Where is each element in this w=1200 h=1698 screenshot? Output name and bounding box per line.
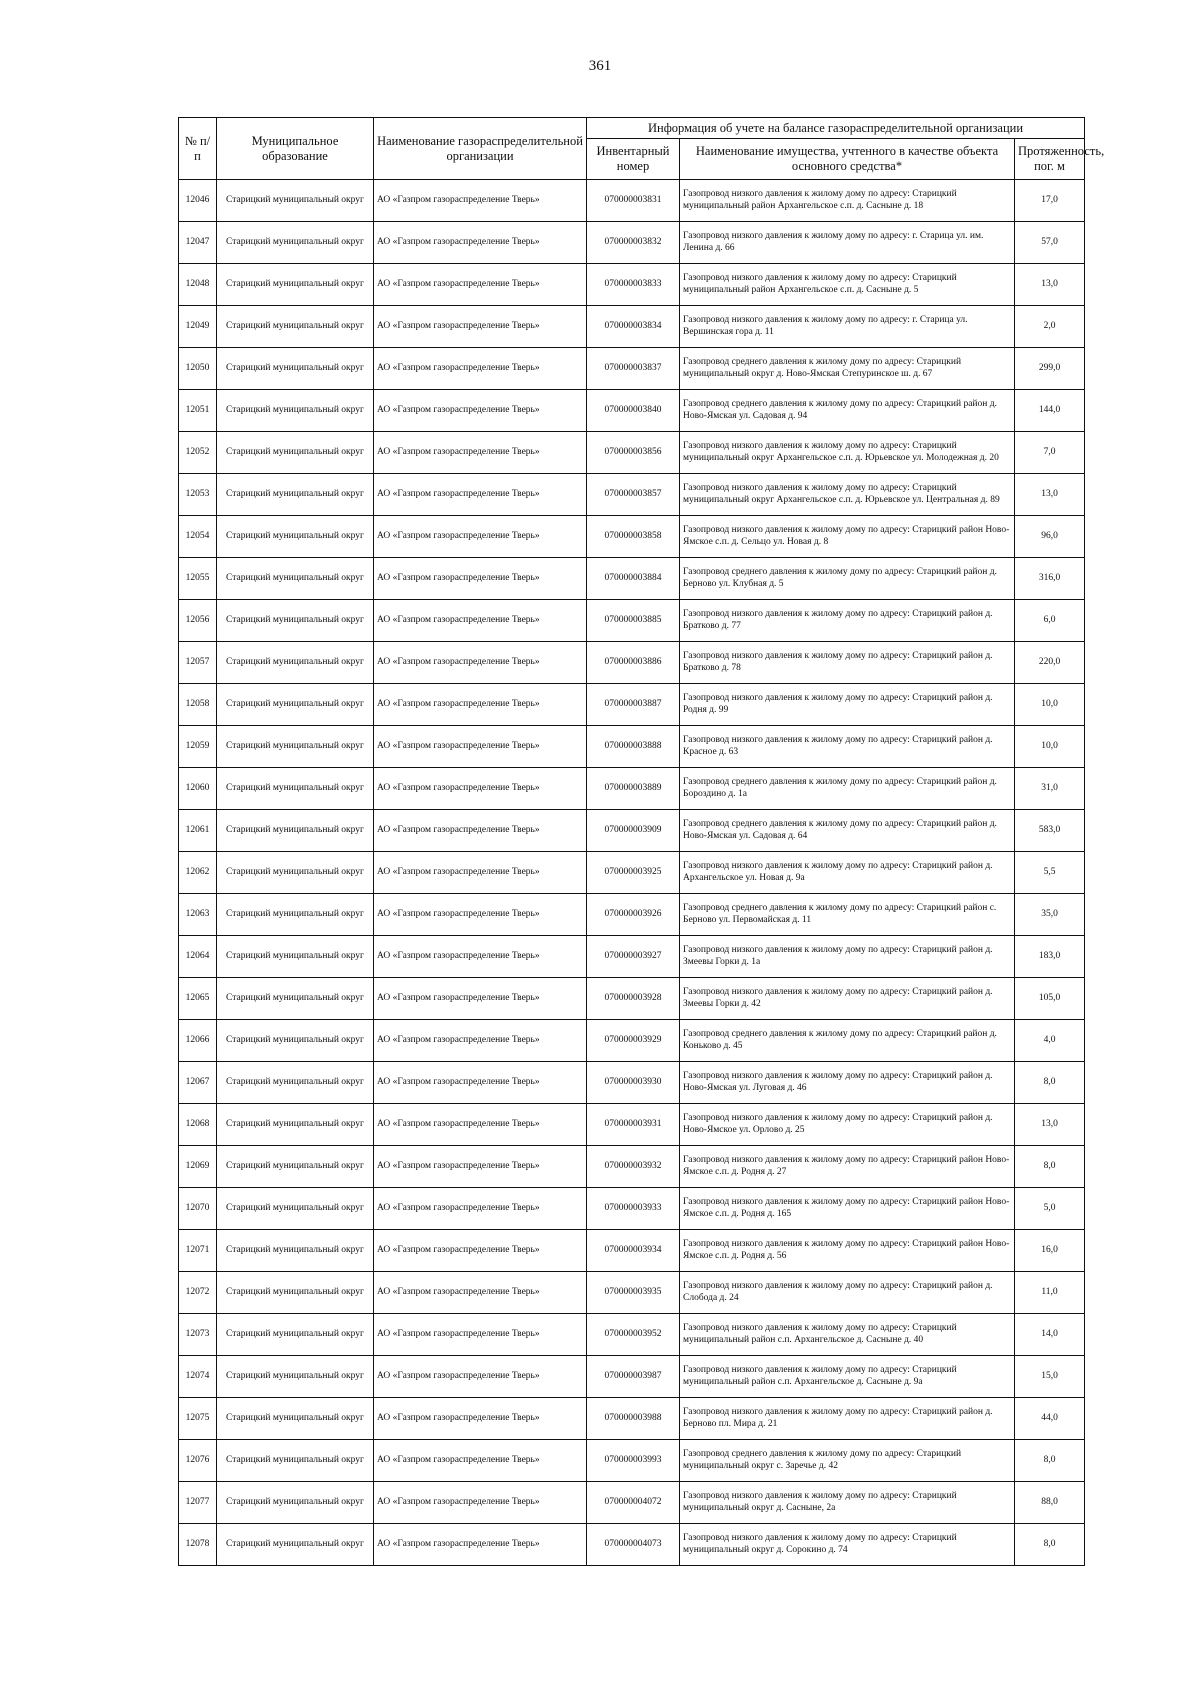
table-body [179, 180, 1085, 1566]
table-row [179, 180, 1085, 222]
length-cell: 31,0 [1015, 768, 1085, 810]
length-cell: 15,0 [1015, 1356, 1085, 1398]
row-number: 12076 [179, 1440, 217, 1482]
length-cell: 96,0 [1015, 516, 1085, 558]
row-number: 12070 [179, 1188, 217, 1230]
municipality-cell: Старицкий муниципальный округ [217, 390, 374, 432]
organization-cell: АО «Газпром газораспределение Тверь» [374, 684, 587, 726]
asset-register-table [178, 117, 1105, 1566]
length-cell: 17,0 [1015, 180, 1085, 222]
table-row [179, 558, 1085, 600]
organization-cell: АО «Газпром газораспределение Тверь» [374, 1314, 587, 1356]
inventory-number-cell: 070000004073 [587, 1524, 680, 1566]
row-number: 12077 [179, 1482, 217, 1524]
asset-description-cell: Газопровод низкого давления к жилому дому по адресу: Старицкий муниципальный округ д. Сасныне, 2а [680, 1482, 1015, 1524]
municipality-cell: Старицкий муниципальный округ [217, 936, 374, 978]
table-row [179, 726, 1085, 768]
organization-cell: АО «Газпром газораспределение Тверь» [374, 432, 587, 474]
asset-description-cell: Газопровод среднего давления к жилому дому по адресу: Старицкий муниципальный округ с. Заречье д. 42 [680, 1440, 1015, 1482]
page-number: 361 [588, 58, 612, 74]
municipality-cell: Старицкий муниципальный округ [217, 1146, 374, 1188]
organization-cell: АО «Газпром газораспределение Тверь» [374, 726, 587, 768]
table-row [179, 600, 1085, 642]
inventory-number-cell: 070000003932 [587, 1146, 680, 1188]
table-row [179, 1188, 1085, 1230]
asset-description-cell: Газопровод низкого давления к жилому дому по адресу: Старицкий район д. Архангельское ул. Новая д. 9а [680, 852, 1015, 894]
inventory-number-cell: 070000003909 [587, 810, 680, 852]
asset-description-cell: Газопровод низкого давления к жилому дому по адресу: Старицкий район д. Берново пл. Мира д. 21 [680, 1398, 1015, 1440]
asset-description-cell: Газопровод низкого давления к жилому дому по адресу: Старицкий район д. Братково д. 77 [680, 600, 1015, 642]
municipality-cell: Старицкий муниципальный округ [217, 894, 374, 936]
row-number: 12046 [179, 180, 217, 222]
organization-cell: АО «Газпром газораспределение Тверь» [374, 390, 587, 432]
organization-cell: АО «Газпром газораспределение Тверь» [374, 768, 587, 810]
organization-cell: АО «Газпром газораспределение Тверь» [374, 894, 587, 936]
organization-cell: АО «Газпром газораспределение Тверь» [374, 222, 587, 264]
inventory-number-cell: 070000003832 [587, 222, 680, 264]
length-cell: 44,0 [1015, 1398, 1085, 1440]
asset-description-cell: Газопровод низкого давления к жилому дому по адресу: Старицкий муниципальный район Архангельское с.п. д. Сасныне д. 18 [680, 180, 1015, 222]
asset-description-cell: Газопровод низкого давления к жилому дому по адресу: Старицкий муниципальный округ Архангельское с.п. д. Юрьевское ул. Молодежная д. 20 [680, 432, 1015, 474]
inventory-number-cell: 070000003993 [587, 1440, 680, 1482]
table-row [179, 432, 1085, 474]
row-number: 12048 [179, 264, 217, 306]
length-cell: 10,0 [1015, 684, 1085, 726]
asset-description-cell: Газопровод низкого давления к жилому дому по адресу: г. Старица ул. им. Ленина д. 66 [680, 222, 1015, 264]
inventory-number-cell: 070000003988 [587, 1398, 680, 1440]
inventory-number-cell: 070000003952 [587, 1314, 680, 1356]
municipality-cell: Старицкий муниципальный округ [217, 768, 374, 810]
inventory-number-cell: 070000003885 [587, 600, 680, 642]
inventory-number-cell: 070000003930 [587, 1062, 680, 1104]
table-row [179, 516, 1085, 558]
length-cell: 8,0 [1015, 1440, 1085, 1482]
inventory-number-cell: 070000003856 [587, 432, 680, 474]
municipality-cell: Старицкий муниципальный округ [217, 306, 374, 348]
row-number: 12054 [179, 516, 217, 558]
municipality-cell: Старицкий муниципальный округ [217, 1104, 374, 1146]
table-row [179, 1356, 1085, 1398]
table-row [179, 306, 1085, 348]
row-number: 12078 [179, 1524, 217, 1566]
length-cell: 183,0 [1015, 936, 1085, 978]
organization-cell: АО «Газпром газораспределение Тверь» [374, 1230, 587, 1272]
table-row [179, 1104, 1085, 1146]
length-cell: 2,0 [1015, 306, 1085, 348]
organization-cell: АО «Газпром газораспределение Тверь» [374, 852, 587, 894]
organization-cell: АО «Газпром газораспределение Тверь» [374, 306, 587, 348]
municipality-cell: Старицкий муниципальный округ [217, 1230, 374, 1272]
organization-cell: АО «Газпром газораспределение Тверь» [374, 1104, 587, 1146]
organization-cell: АО «Газпром газораспределение Тверь» [374, 1146, 587, 1188]
table-row [179, 1230, 1085, 1272]
municipality-cell: Старицкий муниципальный округ [217, 432, 374, 474]
municipality-cell: Старицкий муниципальный округ [217, 474, 374, 516]
length-cell: 13,0 [1015, 1104, 1085, 1146]
row-number: 12072 [179, 1272, 217, 1314]
inventory-number-cell: 070000003831 [587, 180, 680, 222]
municipality-cell: Старицкий муниципальный округ [217, 1314, 374, 1356]
length-cell: 5,5 [1015, 852, 1085, 894]
asset-description-cell: Газопровод низкого давления к жилому дому по адресу: Старицкий район д. Слобода д. 24 [680, 1272, 1015, 1314]
municipality-cell: Старицкий муниципальный округ [217, 1020, 374, 1062]
organization-cell: АО «Газпром газораспределение Тверь» [374, 1524, 587, 1566]
asset-description-cell: Газопровод среднего давления к жилому дому по адресу: Старицкий район д. Коньково д. 45 [680, 1020, 1015, 1062]
table-row [179, 264, 1085, 306]
table-row [179, 1314, 1085, 1356]
inventory-number-cell: 070000003929 [587, 1020, 680, 1062]
inventory-number-cell: 070000003933 [587, 1188, 680, 1230]
table-row [179, 894, 1085, 936]
municipality-cell: Старицкий муниципальный округ [217, 1398, 374, 1440]
asset-description-cell: Газопровод низкого давления к жилому дому по адресу: Старицкий район д. Родня д. 99 [680, 684, 1015, 726]
organization-cell: АО «Газпром газораспределение Тверь» [374, 558, 587, 600]
length-cell: 11,0 [1015, 1272, 1085, 1314]
length-cell: 16,0 [1015, 1230, 1085, 1272]
asset-description-cell: Газопровод низкого давления к жилому дому по адресу: Старицкий муниципальный округ Архангельское с.п. д. Юрьевское ул. Центральная д. 89 [680, 474, 1015, 516]
asset-description-cell: Газопровод среднего давления к жилому дому по адресу: Старицкий муниципальный округ д. Ново-Ямская Степуринское ш. д. 67 [680, 348, 1015, 390]
organization-cell: АО «Газпром газораспределение Тверь» [374, 1020, 587, 1062]
inventory-number-cell: 070000003927 [587, 936, 680, 978]
table-row [179, 1272, 1085, 1314]
organization-cell: АО «Газпром газораспределение Тверь» [374, 348, 587, 390]
length-cell: 8,0 [1015, 1524, 1085, 1566]
row-number: 12047 [179, 222, 217, 264]
length-cell: 13,0 [1015, 264, 1085, 306]
row-number: 12053 [179, 474, 217, 516]
asset-description-cell: Газопровод низкого давления к жилому дому по адресу: Старицкий район Ново-Ямское с.п. д. Родня д. 27 [680, 1146, 1015, 1188]
table-row [179, 1146, 1085, 1188]
inventory-number-cell: 070000003833 [587, 264, 680, 306]
inventory-number-cell: 070000003987 [587, 1356, 680, 1398]
organization-cell: АО «Газпром газораспределение Тверь» [374, 1356, 587, 1398]
length-cell: 6,0 [1015, 600, 1085, 642]
length-cell: 583,0 [1015, 810, 1085, 852]
row-number: 12052 [179, 432, 217, 474]
asset-description-cell: Газопровод среднего давления к жилому дому по адресу: Старицкий район д. Ново-Ямская ул. Садовая д. 64 [680, 810, 1015, 852]
organization-cell: АО «Газпром газораспределение Тверь» [374, 474, 587, 516]
row-number: 12063 [179, 894, 217, 936]
inventory-number-cell: 070000003837 [587, 348, 680, 390]
row-number: 12069 [179, 1146, 217, 1188]
municipality-cell: Старицкий муниципальный округ [217, 516, 374, 558]
municipality-cell: Старицкий муниципальный округ [217, 1440, 374, 1482]
inventory-number-cell: 070000003934 [587, 1230, 680, 1272]
row-number: 12064 [179, 936, 217, 978]
inventory-number-cell: 070000003858 [587, 516, 680, 558]
organization-cell: АО «Газпром газораспределение Тверь» [374, 978, 587, 1020]
table-row [179, 1524, 1085, 1566]
inventory-number-cell: 070000003926 [587, 894, 680, 936]
asset-description-cell: Газопровод низкого давления к жилому дому по адресу: Старицкий район Ново-Ямское с.п. д. Сельцо ул. Новая д. 8 [680, 516, 1015, 558]
row-number: 12065 [179, 978, 217, 1020]
inventory-number-cell: 070000003935 [587, 1272, 680, 1314]
table-header [179, 118, 1105, 180]
asset-description-cell: Газопровод низкого давления к жилому дому по адресу: Старицкий муниципальный район с.п. Архангельское д. Сасныне д. 40 [680, 1314, 1015, 1356]
asset-description-cell: Газопровод низкого давления к жилому дому по адресу: Старицкий муниципальный район с.п. Архангельское д. Сасныне д. 9а [680, 1356, 1015, 1398]
inventory-number-cell: 070000003887 [587, 684, 680, 726]
asset-description-cell: Газопровод низкого давления к жилому дому по адресу: Старицкий район д. Змеевы Горки д. 42 [680, 978, 1015, 1020]
municipality-cell: Старицкий муниципальный округ [217, 726, 374, 768]
row-number: 12061 [179, 810, 217, 852]
municipality-cell: Старицкий муниципальный округ [217, 1524, 374, 1566]
length-cell: 57,0 [1015, 222, 1085, 264]
inventory-number-cell: 070000003840 [587, 390, 680, 432]
table-row [179, 1482, 1085, 1524]
row-number: 12073 [179, 1314, 217, 1356]
organization-cell: АО «Газпром газораспределение Тверь» [374, 1188, 587, 1230]
municipality-cell: Старицкий муниципальный округ [217, 810, 374, 852]
inventory-number-cell: 070000003857 [587, 474, 680, 516]
asset-description-cell: Газопровод среднего давления к жилому дому по адресу: Старицкий район д. Берново ул. Клубная д. 5 [680, 558, 1015, 600]
organization-cell: АО «Газпром газораспределение Тверь» [374, 516, 587, 558]
table-row [179, 936, 1085, 978]
table-row [179, 222, 1085, 264]
municipality-cell: Старицкий муниципальный округ [217, 180, 374, 222]
length-cell: 144,0 [1015, 390, 1085, 432]
row-number: 12067 [179, 1062, 217, 1104]
organization-cell: АО «Газпром газораспределение Тверь» [374, 1398, 587, 1440]
length-cell: 4,0 [1015, 1020, 1085, 1062]
length-cell: 13,0 [1015, 474, 1085, 516]
organization-cell: АО «Газпром газораспределение Тверь» [374, 642, 587, 684]
municipality-cell: Старицкий муниципальный округ [217, 978, 374, 1020]
inventory-number-cell: 070000003884 [587, 558, 680, 600]
header-num: № п/п [179, 118, 217, 180]
header-asset: Наименование имущества, учтенного в качестве объекта основного средства* [680, 139, 1015, 180]
length-cell: 299,0 [1015, 348, 1085, 390]
organization-cell: АО «Газпром газораспределение Тверь» [374, 810, 587, 852]
asset-description-cell: Газопровод среднего давления к жилому дому по адресу: Старицкий район с. Берново ул. Первомайская д. 11 [680, 894, 1015, 936]
row-number: 12056 [179, 600, 217, 642]
municipality-cell: Старицкий муниципальный округ [217, 558, 374, 600]
table-row [179, 852, 1085, 894]
inventory-number-cell: 070000004072 [587, 1482, 680, 1524]
inventory-number-cell: 070000003834 [587, 306, 680, 348]
municipality-cell: Старицкий муниципальный округ [217, 1062, 374, 1104]
length-cell: 8,0 [1015, 1062, 1085, 1104]
table-row [179, 684, 1085, 726]
table-row [179, 348, 1085, 390]
municipality-cell: Старицкий муниципальный округ [217, 684, 374, 726]
municipality-cell: Старицкий муниципальный округ [217, 852, 374, 894]
organization-cell: АО «Газпром газораспределение Тверь» [374, 936, 587, 978]
asset-description-cell: Газопровод низкого давления к жилому дому по адресу: Старицкий район д. Красное д. 63 [680, 726, 1015, 768]
table-row [179, 642, 1085, 684]
header-municipality: Муниципальное образование [217, 118, 374, 180]
asset-description-cell: Газопровод низкого давления к жилому дому по адресу: Старицкий район д. Ново-Ямская ул. Луговая д. 46 [680, 1062, 1015, 1104]
row-number: 12050 [179, 348, 217, 390]
municipality-cell: Старицкий муниципальный округ [217, 600, 374, 642]
header-info-group: Информация об учете на балансе газораспределительной организации [587, 118, 1085, 139]
asset-description-cell: Газопровод низкого давления к жилому дому по адресу: Старицкий район д. Ново-Ямское ул. Орлово д. 25 [680, 1104, 1015, 1146]
municipality-cell: Старицкий муниципальный округ [217, 1188, 374, 1230]
row-number: 12062 [179, 852, 217, 894]
row-number: 12058 [179, 684, 217, 726]
row-number: 12071 [179, 1230, 217, 1272]
municipality-cell: Старицкий муниципальный округ [217, 1482, 374, 1524]
header-length: Протяженность, пог. м [1015, 139, 1085, 180]
length-cell: 14,0 [1015, 1314, 1085, 1356]
organization-cell: АО «Газпром газораспределение Тверь» [374, 264, 587, 306]
municipality-cell: Старицкий муниципальный округ [217, 1356, 374, 1398]
table-row [179, 390, 1085, 432]
row-number: 12066 [179, 1020, 217, 1062]
row-number: 12051 [179, 390, 217, 432]
row-number: 12068 [179, 1104, 217, 1146]
row-number: 12057 [179, 642, 217, 684]
organization-cell: АО «Газпром газораспределение Тверь» [374, 1272, 587, 1314]
length-cell: 7,0 [1015, 432, 1085, 474]
table-row [179, 1440, 1085, 1482]
header-inventory: Инвентарный номер [587, 139, 680, 180]
asset-description-cell: Газопровод низкого давления к жилому дому по адресу: Старицкий муниципальный округ д. Сорокино д. 74 [680, 1524, 1015, 1566]
row-number: 12074 [179, 1356, 217, 1398]
table-row [179, 1062, 1085, 1104]
table-row [179, 474, 1085, 516]
organization-cell: АО «Газпром газораспределение Тверь» [374, 1482, 587, 1524]
municipality-cell: Старицкий муниципальный округ [217, 1272, 374, 1314]
row-number: 12059 [179, 726, 217, 768]
length-cell: 35,0 [1015, 894, 1085, 936]
organization-cell: АО «Газпром газораспределение Тверь» [374, 1440, 587, 1482]
organization-cell: АО «Газпром газораспределение Тверь» [374, 600, 587, 642]
municipality-cell: Старицкий муниципальный округ [217, 264, 374, 306]
asset-description-cell: Газопровод низкого давления к жилому дому по адресу: Старицкий район Ново-Ямское с.п. д. Родня д. 165 [680, 1188, 1015, 1230]
asset-description-cell: Газопровод низкого давления к жилому дому по адресу: Старицкий район Ново-Ямское с.п. д. Родня д. 56 [680, 1230, 1015, 1272]
length-cell: 8,0 [1015, 1146, 1085, 1188]
table-row [179, 1398, 1085, 1440]
asset-description-cell: Газопровод среднего давления к жилому дому по адресу: Старицкий район д. Ново-Ямская ул. Садовая д. 94 [680, 390, 1015, 432]
inventory-number-cell: 070000003928 [587, 978, 680, 1020]
length-cell: 5,0 [1015, 1188, 1085, 1230]
inventory-number-cell: 070000003888 [587, 726, 680, 768]
table-row [179, 768, 1085, 810]
row-number: 12055 [179, 558, 217, 600]
asset-description-cell: Газопровод среднего давления к жилому дому по адресу: Старицкий район д. Бороздино д. 1а [680, 768, 1015, 810]
row-number: 12075 [179, 1398, 217, 1440]
inventory-number-cell: 070000003931 [587, 1104, 680, 1146]
asset-description-cell: Газопровод низкого давления к жилому дому по адресу: Старицкий район д. Братково д. 78 [680, 642, 1015, 684]
municipality-cell: Старицкий муниципальный округ [217, 348, 374, 390]
inventory-number-cell: 070000003925 [587, 852, 680, 894]
inventory-number-cell: 070000003886 [587, 642, 680, 684]
inventory-number-cell: 070000003889 [587, 768, 680, 810]
organization-cell: АО «Газпром газораспределение Тверь» [374, 1062, 587, 1104]
length-cell: 105,0 [1015, 978, 1085, 1020]
municipality-cell: Старицкий муниципальный округ [217, 222, 374, 264]
length-cell: 10,0 [1015, 726, 1085, 768]
length-cell: 220,0 [1015, 642, 1085, 684]
length-cell: 88,0 [1015, 1482, 1085, 1524]
table-row [179, 810, 1085, 852]
table-row [179, 1020, 1085, 1062]
asset-description-cell: Газопровод низкого давления к жилому дому по адресу: Старицкий район д. Змеевы Горки д. 1а [680, 936, 1015, 978]
length-cell: 316,0 [1015, 558, 1085, 600]
table-row [179, 978, 1085, 1020]
row-number: 12049 [179, 306, 217, 348]
asset-description-cell: Газопровод низкого давления к жилому дому по адресу: г. Старица ул. Вершинская гора д. 11 [680, 306, 1015, 348]
asset-description-cell: Газопровод низкого давления к жилому дому по адресу: Старицкий муниципальный район Архангельское с.п. д. Сасныне д. 5 [680, 264, 1015, 306]
row-number: 12060 [179, 768, 217, 810]
header-org: Наименование газораспределительной организации [374, 118, 587, 180]
organization-cell: АО «Газпром газораспределение Тверь» [374, 180, 587, 222]
municipality-cell: Старицкий муниципальный округ [217, 642, 374, 684]
